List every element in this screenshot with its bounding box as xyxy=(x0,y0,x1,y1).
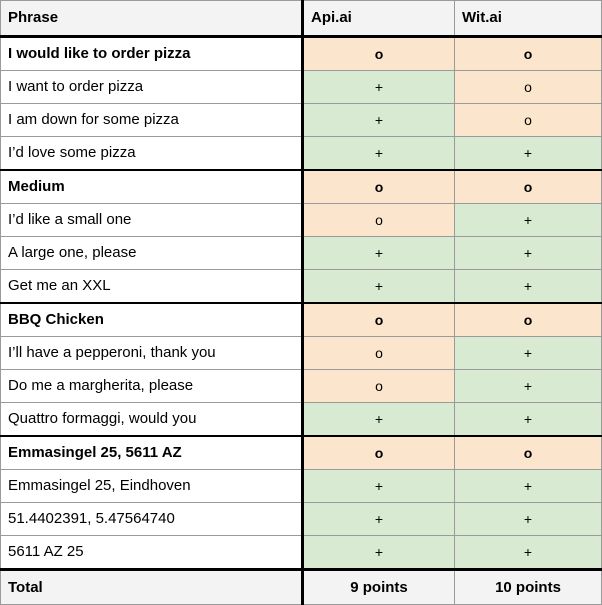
table-row xyxy=(1,237,602,270)
table-row xyxy=(1,204,602,237)
table-row xyxy=(1,470,602,503)
phrase-cell: A large one, please xyxy=(1,237,303,270)
table-row xyxy=(1,170,602,204)
apiai-result-cell: o xyxy=(303,337,455,370)
table-row xyxy=(1,503,602,536)
phrase-cell: I want to order pizza xyxy=(1,71,303,104)
witai-result-cell: o xyxy=(455,436,602,470)
table-row xyxy=(1,71,602,104)
phrase-cell: Medium xyxy=(1,170,303,204)
total-witai: 10 points xyxy=(455,570,602,605)
table-row xyxy=(1,37,602,71)
apiai-result-cell: + xyxy=(303,104,455,137)
apiai-result-cell: o xyxy=(303,37,455,71)
witai-result-cell: o xyxy=(455,71,602,104)
witai-result-cell: + xyxy=(455,237,602,270)
phrase-cell: Emmasingel 25, Eindhoven xyxy=(1,470,303,503)
phrase-cell: I am down for some pizza xyxy=(1,104,303,137)
phrase-cell: I would like to order pizza xyxy=(1,37,303,71)
witai-result-cell: + xyxy=(455,137,602,171)
apiai-result-cell: + xyxy=(303,503,455,536)
phrase-cell: Quattro formaggi, would you xyxy=(1,403,303,437)
total-apiai: 9 points xyxy=(303,570,455,605)
witai-result-cell: o xyxy=(455,104,602,137)
witai-result-cell: + xyxy=(455,470,602,503)
table-row xyxy=(1,370,602,403)
table-row xyxy=(1,104,602,137)
apiai-result-cell: + xyxy=(303,536,455,570)
phrase-cell: I’d like a small one xyxy=(1,204,303,237)
apiai-result-cell: + xyxy=(303,470,455,503)
apiai-result-cell: + xyxy=(303,237,455,270)
table-row xyxy=(1,303,602,337)
phrase-cell: Do me a margherita, please xyxy=(1,370,303,403)
table-row xyxy=(1,337,602,370)
apiai-result-cell: + xyxy=(303,137,455,171)
phrase-cell: I’ll have a pepperoni, thank you xyxy=(1,337,303,370)
witai-result-cell: o xyxy=(455,303,602,337)
witai-result-cell: + xyxy=(455,204,602,237)
witai-result-cell: + xyxy=(455,503,602,536)
witai-result-cell: + xyxy=(455,403,602,437)
apiai-result-cell: + xyxy=(303,71,455,104)
header-witai: Wit.ai xyxy=(455,1,602,37)
phrase-cell: 5611 AZ 25 xyxy=(1,536,303,570)
witai-result-cell: + xyxy=(455,370,602,403)
header-row xyxy=(1,1,602,37)
witai-result-cell: + xyxy=(455,536,602,570)
table-row xyxy=(1,403,602,437)
witai-result-cell: o xyxy=(455,37,602,71)
table-row xyxy=(1,137,602,171)
apiai-result-cell: o xyxy=(303,303,455,337)
apiai-result-cell: + xyxy=(303,270,455,304)
header-apiai: Api.ai xyxy=(303,1,455,37)
header-phrase: Phrase xyxy=(1,1,303,37)
apiai-result-cell: o xyxy=(303,370,455,403)
phrase-cell: Emmasingel 25, 5611 AZ xyxy=(1,436,303,470)
apiai-result-cell: o xyxy=(303,170,455,204)
apiai-result-cell: + xyxy=(303,403,455,437)
table-row xyxy=(1,436,602,470)
table-row xyxy=(1,536,602,570)
apiai-result-cell: o xyxy=(303,204,455,237)
witai-result-cell: + xyxy=(455,337,602,370)
phrase-cell: BBQ Chicken xyxy=(1,303,303,337)
table-body xyxy=(1,37,602,570)
total-label: Total xyxy=(1,570,303,605)
witai-result-cell: + xyxy=(455,270,602,304)
phrase-cell: I’d love some pizza xyxy=(1,137,303,171)
table-row xyxy=(1,270,602,304)
phrase-cell: 51.4402391, 5.47564740 xyxy=(1,503,303,536)
total-row xyxy=(1,570,602,605)
apiai-result-cell: o xyxy=(303,436,455,470)
witai-result-cell: o xyxy=(455,170,602,204)
phrase-cell: Get me an XXL xyxy=(1,270,303,304)
